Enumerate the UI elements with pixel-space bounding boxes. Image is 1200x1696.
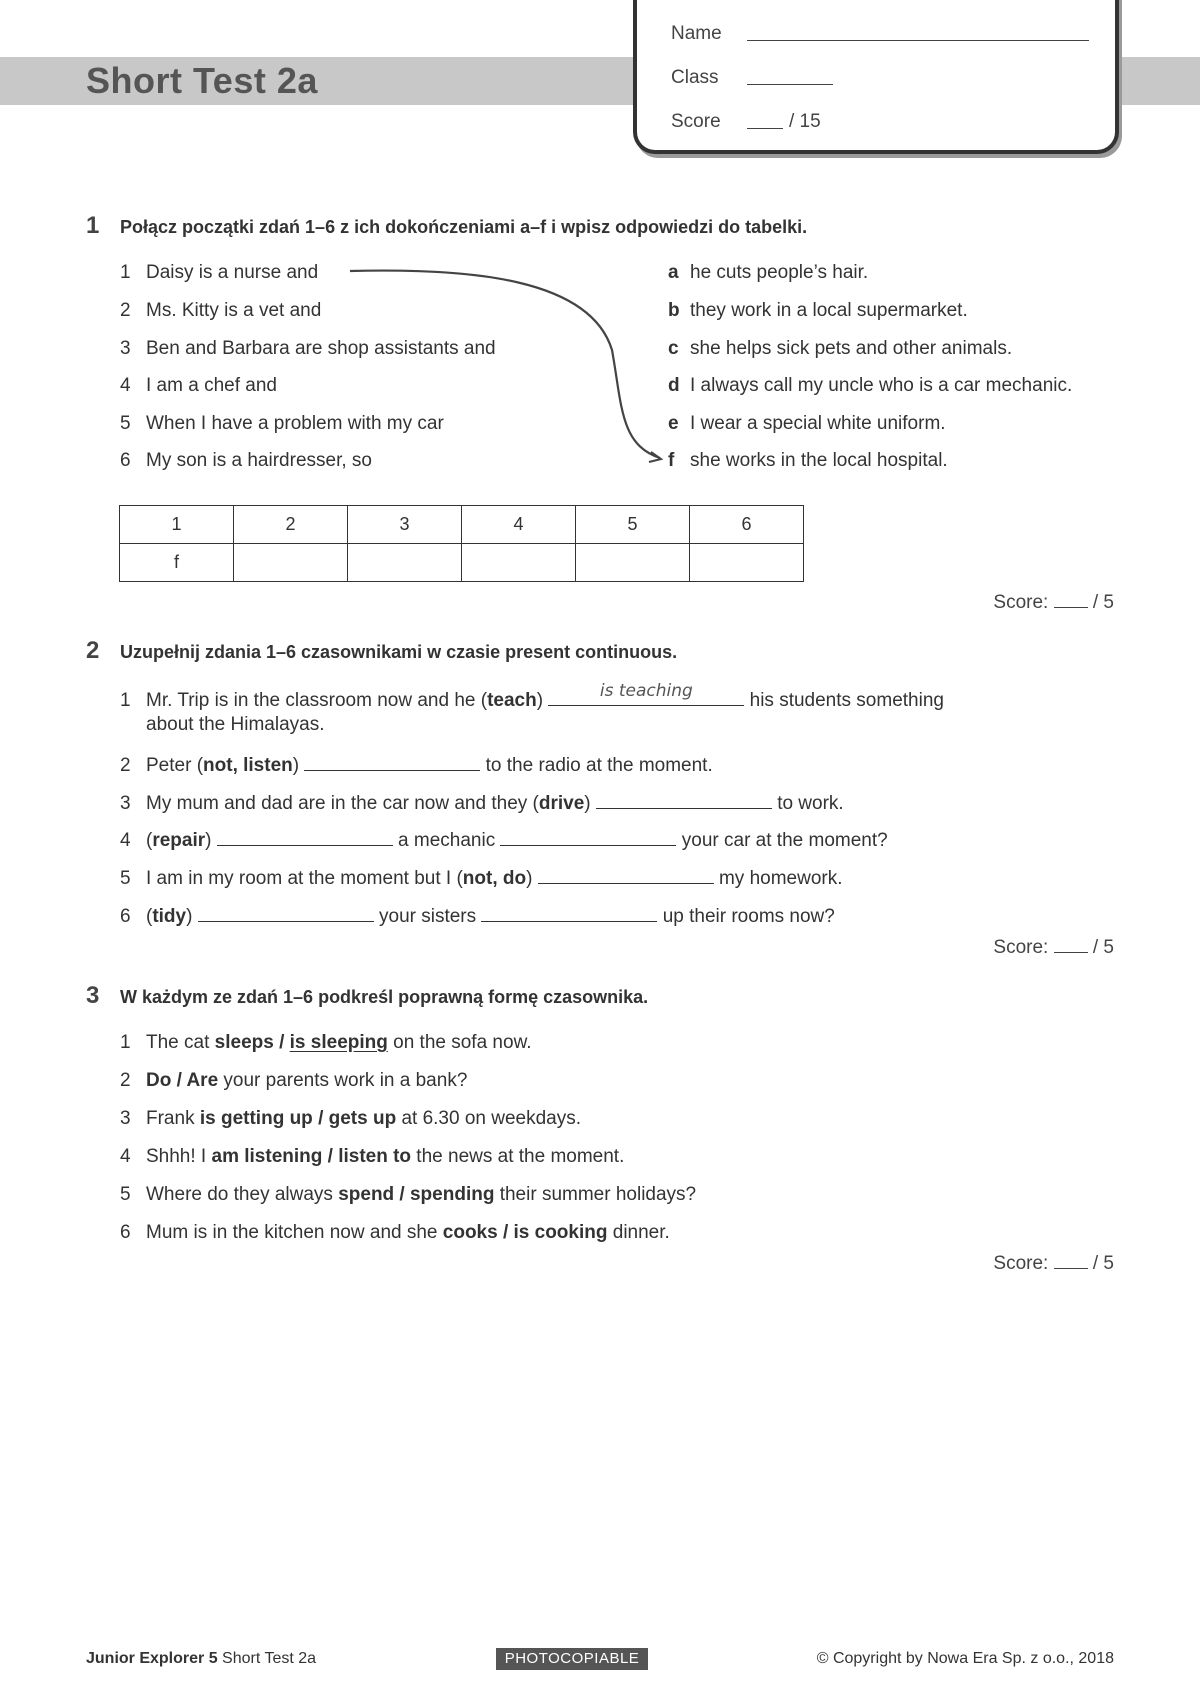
verb-options[interactable]: spend / spending (338, 1184, 495, 1205)
footer-series: Junior Explorer 5 Short Test 2a (86, 1650, 317, 1667)
list-item: 6 My son is a hairdresser, so (120, 450, 372, 471)
list-item: 6 (tidy) your sisters up their rooms now? (120, 903, 835, 928)
answer-blank[interactable] (500, 827, 676, 846)
list-item: 3 Ben and Barbara are shop assistants and (120, 338, 496, 359)
table-header: 5 (576, 506, 690, 544)
exercise2-instruction: Uzupełnij zdania 1–6 czasownikami w czasie present continuous. (120, 642, 678, 662)
list-item: c she helps sick pets and other animals. (668, 338, 1013, 359)
photocopiable-badge: PHOTOCOPIABLE (496, 1648, 648, 1670)
answer-blank[interactable] (304, 752, 480, 771)
exercise1-number: 1 (86, 212, 100, 239)
verb-options[interactable]: Do / Are (146, 1070, 219, 1091)
list-item: 3 My mum and dad are in the car now and they (drive) to work. (120, 790, 844, 815)
answer-blank[interactable] (217, 827, 393, 846)
verb-options[interactable]: am listening / listen to (211, 1146, 412, 1167)
exercise3-instruction: W każdym ze zdań 1–6 podkreśl poprawną formę czasownika. (120, 987, 649, 1007)
exercise1-instruction: Połącz początki zdań 1–6 z ich dokończeniami a–f i wpisz odpowiedzi do tabelki. (120, 217, 808, 237)
exercise3-score: Score: / 5 (993, 1253, 1114, 1274)
list-item: 4 (repair) a mechanic your car at the moment? (120, 827, 888, 852)
answer-cell[interactable] (348, 544, 462, 582)
list-item: a he cuts people’s hair. (668, 262, 869, 283)
list-item: 4 Shhh! I am listening / listen to the news at the moment. (120, 1146, 625, 1167)
page-title: Short Test 2a (86, 60, 318, 101)
list-item: b they work in a local supermarket. (668, 300, 968, 321)
list-item: 5 When I have a problem with my car (120, 413, 444, 434)
answer-cell[interactable] (690, 544, 804, 582)
list-item: 1 Daisy is a nurse and (120, 262, 319, 283)
table-header: 1 (120, 506, 234, 544)
list-item: 4 I am a chef and (120, 375, 277, 396)
answer-cell[interactable] (462, 544, 576, 582)
list-item: 2 Ms. Kitty is a vet and (120, 300, 322, 321)
table-header: 6 (690, 506, 804, 544)
example-underlined-answer: is sleeping (289, 1032, 388, 1053)
list-item-continuation: about the Himalayas. (146, 714, 325, 735)
answer-cell[interactable]: f (120, 544, 234, 582)
list-item: 2 Peter (not, listen) to the radio at the moment. (120, 752, 713, 777)
verb-options[interactable]: is getting up / gets up (199, 1108, 397, 1129)
example-answer: is teaching (599, 681, 693, 701)
score-label: Score (671, 111, 721, 132)
list-item: 2 Do / Are your parents work in a bank? (120, 1070, 468, 1091)
list-item: 3 Frank is getting up / gets up at 6.30 on weekdays. (120, 1108, 582, 1129)
list-item: d I always call my uncle who is a car mechanic. (668, 375, 1073, 396)
table-header: 2 (234, 506, 348, 544)
list-item: 5 Where do they always spend / spending their summer holidays? (120, 1184, 697, 1205)
list-item: 5 I am in my room at the moment but I (not, do) my homework. (120, 865, 843, 890)
answer-cell[interactable] (234, 544, 348, 582)
exercise1-answer-table (119, 505, 804, 582)
list-item: 6 Mum is in the kitchen now and she cooks / is cooking dinner. (120, 1222, 670, 1243)
table-row (120, 544, 804, 582)
footer-copyright: © Copyright by Nowa Era Sp. z o.o., 2018 (816, 1650, 1114, 1667)
table-header: 4 (462, 506, 576, 544)
list-item: f she works in the local hospital. (668, 450, 948, 471)
score-blank[interactable] (1054, 1254, 1088, 1269)
score-blank[interactable] (1054, 593, 1088, 608)
answer-blank[interactable] (548, 681, 744, 706)
answer-blank[interactable] (481, 903, 657, 922)
exercise2-score: Score: / 5 (993, 937, 1114, 958)
list-item: 1 The cat sleeps / is sleeping on the sofa now. (120, 1032, 532, 1053)
answer-blank[interactable] (198, 903, 374, 922)
name-label: Name (671, 23, 722, 44)
table-header: 3 (348, 506, 462, 544)
verb-options[interactable]: cooks / is cooking (442, 1222, 608, 1243)
score-total: / 15 (789, 111, 821, 132)
exercise1-score: Score: / 5 (993, 592, 1114, 613)
table-row (120, 506, 804, 544)
answer-cell[interactable] (576, 544, 690, 582)
answer-blank[interactable] (596, 790, 772, 809)
answer-blank[interactable] (538, 865, 714, 884)
exercise2-number: 2 (86, 637, 100, 664)
score-blank[interactable] (1054, 938, 1088, 953)
list-item: e I wear a special white uniform. (668, 413, 946, 434)
list-item: 1 Mr. Trip is in the classroom now and he (teach) is teaching his students something (120, 681, 944, 711)
exercise3-number: 3 (86, 982, 100, 1009)
class-label: Class (671, 67, 719, 88)
